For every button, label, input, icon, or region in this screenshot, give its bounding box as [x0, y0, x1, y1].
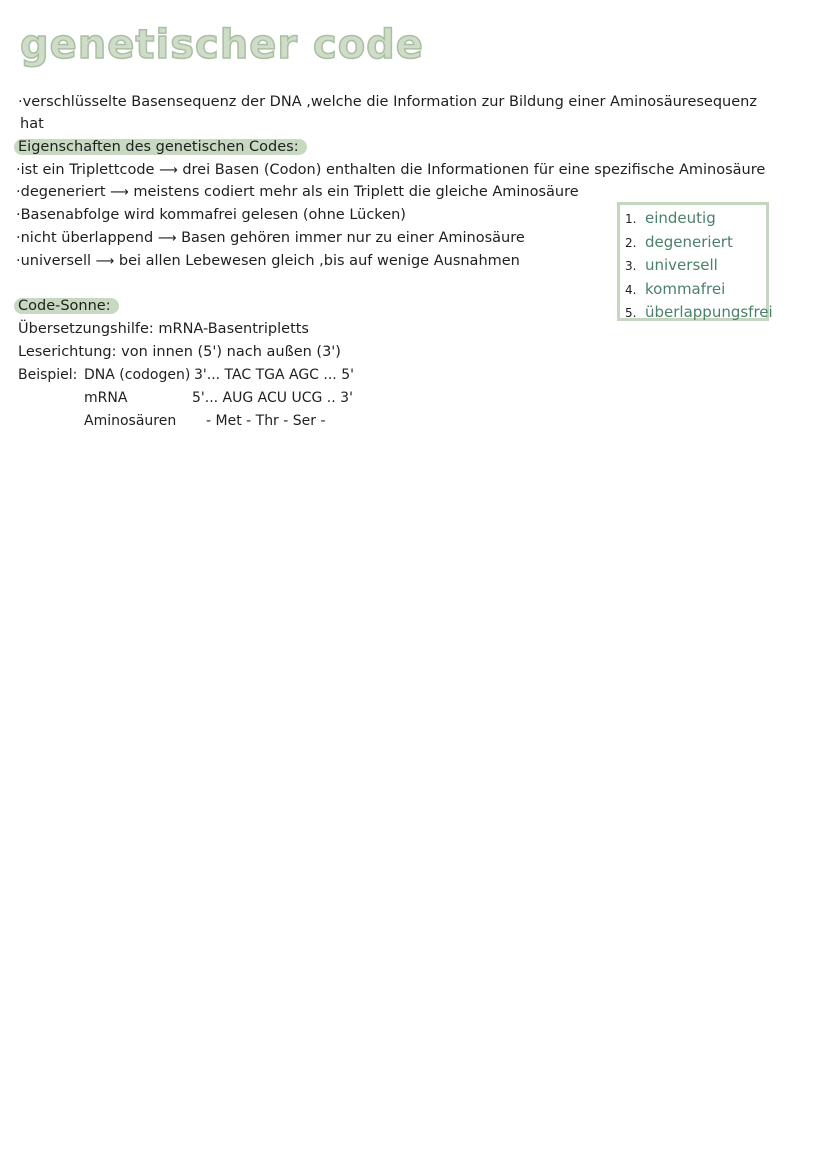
arrow-icon: ⟶ — [110, 185, 129, 200]
property-lead: ·Basenabfolge wird kommafrei gelesen (ohne Lücken) — [16, 207, 406, 223]
property-lead: ·degeneriert — [16, 184, 106, 200]
summary-item — [625, 301, 773, 325]
property-item — [16, 228, 525, 249]
summary-number: 2. — [625, 235, 637, 250]
example-row-name: DNA (codogen) — [84, 367, 191, 383]
example-row-seq: 5'... AUG ACU UCG .. 3' — [192, 390, 353, 406]
property-text: bei allen Lebewesen gleich ,bis auf wenige Ausnahmen — [118, 253, 520, 269]
definition-line-1: ·verschlüsselte Basensequenz der DNA ,welche die Information zur Bildung einer Aminosäuresequenz — [18, 94, 757, 110]
summary-label: universell — [645, 256, 718, 275]
property-text: Basen gehören immer nur zu einer Aminosäure — [181, 230, 525, 246]
summary-item — [625, 231, 766, 255]
summary-number: 1. — [625, 212, 637, 226]
property-lead: ·nicht überlappend — [16, 230, 154, 246]
code-sonne-heading-text: Code-Sonne: — [14, 298, 119, 314]
summary-number: 5. — [625, 306, 637, 321]
arrow-icon: ⟶ — [95, 254, 115, 269]
property-item — [16, 251, 520, 272]
code-sonne-heading — [14, 296, 119, 316]
arrow-icon: ⟶ — [159, 163, 178, 178]
property-text: meistens codiert mehr als ein Triplett die gleiche Aminosäure — [133, 184, 579, 200]
summary-number: 3. — [625, 259, 637, 274]
code-sonne-line-1: Übersetzungshilfe: mRNA-Basentripletts — [18, 321, 309, 337]
summary-box — [617, 202, 773, 322]
summary-label: degeneriert — [645, 232, 733, 251]
summary-label: überlappungsfrei — [645, 303, 773, 322]
summary-item — [625, 207, 766, 231]
property-item — [16, 182, 579, 203]
property-item — [16, 205, 406, 225]
example-label: Beispiel: — [18, 367, 78, 383]
code-sonne-line-2: Leserichtung: von innen (5') nach außen (3') — [18, 344, 341, 360]
properties-heading — [14, 137, 307, 157]
summary-item — [625, 278, 766, 302]
definition-line-2: hat — [20, 116, 44, 132]
properties-heading-text: Eigenschaften des genetischen Codes: — [14, 139, 307, 155]
property-lead: ·ist ein Triplettcode — [16, 162, 155, 178]
summary-label: kommafrei — [645, 279, 726, 298]
example-row-seq: 3'... TAC TGA AGC ... 5' — [194, 367, 354, 383]
property-item — [16, 160, 765, 181]
example-row-name: mRNA — [84, 390, 128, 406]
summary-number: 4. — [625, 282, 637, 297]
arrow-icon: ⟶ — [157, 231, 177, 246]
property-text: drei Basen (Codon) enthalten die Informationen für eine spezifische Aminosäure — [182, 162, 766, 178]
example-row-name: Aminosäuren — [84, 413, 177, 429]
summary-label: eindeutig — [645, 209, 716, 227]
page-title: genetischer code — [20, 22, 424, 68]
property-lead: ·universell — [16, 253, 92, 269]
summary-item — [625, 254, 766, 278]
example-row-seq: - Met - Thr - Ser - — [206, 413, 326, 429]
